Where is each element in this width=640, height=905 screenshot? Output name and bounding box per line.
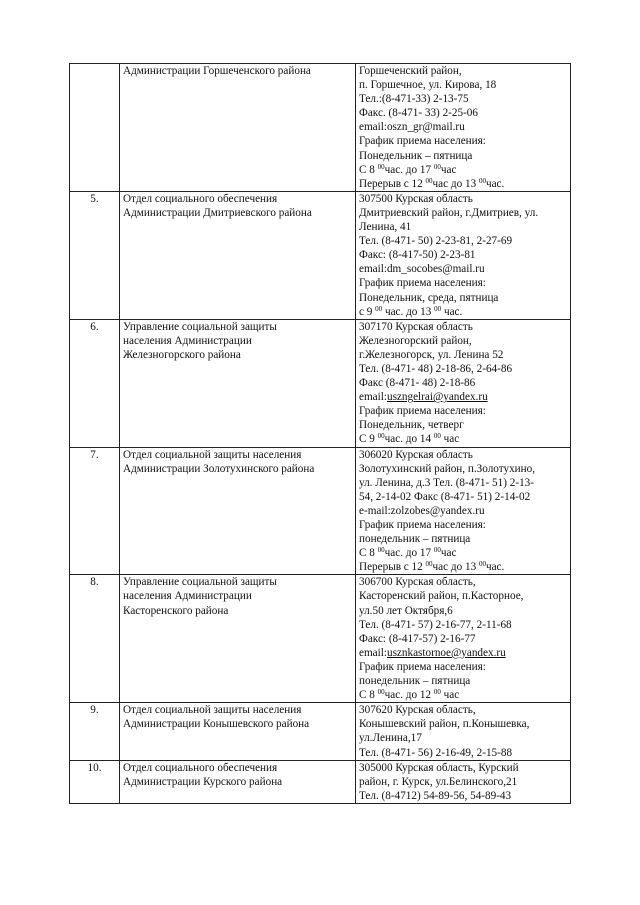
contact-line	[359, 376, 567, 390]
contact-info	[356, 64, 571, 192]
contact-text: Тел. (8-4712) 54-89-56, 54-89-43	[359, 789, 512, 802]
contact-text: 306700 Курская область,	[359, 576, 476, 589]
contact-text: График приема населения:	[359, 405, 486, 418]
contact-text: час	[440, 689, 460, 702]
contact-line	[359, 746, 567, 760]
contact-line	[359, 575, 567, 589]
contact-line	[359, 64, 567, 78]
row-number: 5.	[70, 191, 120, 319]
organization-line: Отдел социальной защиты населения	[123, 704, 302, 717]
organization-line: Управление социальной защиты	[123, 576, 277, 589]
contact-text: час	[440, 163, 457, 176]
table-row	[70, 64, 571, 192]
table-row	[70, 703, 571, 760]
contact-text: email:	[359, 391, 387, 404]
contact-info	[356, 703, 571, 760]
contact-line	[359, 276, 567, 290]
contacts-table-body	[70, 64, 571, 804]
contact-line	[359, 448, 567, 462]
contact-line	[359, 248, 567, 262]
contact-info	[356, 191, 571, 319]
contact-line	[359, 660, 567, 674]
contact-info	[356, 447, 571, 575]
contact-text: Ленина, 41	[359, 221, 412, 234]
row-number	[70, 64, 120, 192]
contact-line	[359, 560, 567, 574]
contact-text: п. Горшечное, ул. Кирова, 18	[359, 79, 497, 92]
time-minutes-superscript: 00	[478, 560, 486, 569]
contact-text: email:oszn_gr@mail.ru	[359, 121, 465, 134]
contact-text: час. до 17	[384, 163, 434, 176]
row-number: 8.	[70, 575, 120, 703]
organization-line: Отдел социальной защиты населения	[123, 448, 302, 461]
table-row	[70, 760, 571, 803]
contact-line	[359, 476, 567, 490]
contact-text: понедельник – пятница	[359, 533, 471, 546]
contact-text: График приема населения:	[359, 135, 486, 148]
time-minutes-superscript: 00	[433, 546, 441, 555]
contact-line	[359, 262, 567, 276]
contact-text: 54, 2-14-02 Факс (8-471- 51) 2-14-02	[359, 490, 531, 503]
row-number: 7.	[70, 447, 120, 575]
organization-line: Отдел социального обеспечения	[123, 192, 278, 205]
table-row	[70, 575, 571, 703]
contact-text: час	[440, 433, 460, 446]
contact-line	[359, 348, 567, 362]
organization-line: Администрации Золотухинского района	[123, 462, 315, 475]
organization-line: Управление социальной защиты	[123, 320, 277, 333]
time-minutes-superscript: 00	[425, 176, 433, 185]
time-minutes-superscript: 00	[375, 304, 383, 313]
contact-line	[359, 646, 567, 660]
time-minutes-superscript: 00	[377, 546, 385, 555]
contact-text: Конышевский район, п.Конышевка,	[359, 718, 530, 731]
time-minutes-superscript: 00	[434, 304, 442, 313]
contact-line	[359, 532, 567, 546]
contact-text: Тел. (8-471- 48) 2-18-86, 2-64-86	[359, 362, 513, 375]
organization-line: Касторенского района	[123, 604, 229, 617]
time-minutes-superscript: 00	[433, 162, 441, 171]
contacts-table	[69, 63, 571, 804]
contact-text: С 8	[359, 689, 378, 702]
contact-text: Тел.:(8-471-33) 2-13-75	[359, 93, 469, 106]
contact-text: С 8	[359, 547, 378, 560]
contact-line	[359, 206, 567, 220]
contact-line	[359, 120, 567, 134]
time-minutes-superscript: 00	[377, 162, 385, 171]
contact-line	[359, 134, 567, 148]
contact-text: час. до 13	[382, 305, 435, 318]
contact-text: час.	[485, 561, 505, 574]
contact-line	[359, 462, 567, 476]
organization-name	[120, 319, 356, 447]
contact-text: e-mail:zolzobes@yandex.ru	[359, 504, 485, 517]
contact-text: Перерыв с 12	[359, 177, 426, 190]
organization-line: Администрации Курского района	[123, 775, 283, 788]
contact-line	[359, 78, 567, 92]
contact-line	[359, 149, 567, 163]
table-row	[70, 319, 571, 447]
organization-name	[120, 447, 356, 575]
contact-text: Факс: (8-417-57) 2-16-77	[359, 632, 476, 645]
table-row	[70, 447, 571, 575]
contact-text: График приема населения:	[359, 519, 486, 531]
contact-text: email:	[359, 646, 387, 659]
contact-line	[359, 163, 567, 177]
organization-line: населения Администрации	[123, 590, 252, 603]
contact-line	[359, 789, 567, 803]
contact-text: График приема населения:	[359, 660, 486, 673]
contact-line	[359, 674, 567, 688]
contact-text: час.	[441, 305, 463, 318]
contact-text: час.	[485, 177, 505, 190]
contact-text: Факс: (8-417-50) 2-23-81	[359, 249, 476, 262]
contact-line	[359, 589, 567, 603]
contact-line	[359, 688, 567, 702]
contact-text: Касторенский район, п.Касторное,	[359, 590, 524, 603]
organization-line: населения Администрации	[123, 334, 252, 347]
organization-name	[120, 575, 356, 703]
contact-text: Факс. (8-471- 33) 2-25-06	[359, 107, 478, 120]
organization-line: Отдел социального обеспечения	[123, 761, 278, 774]
time-minutes-superscript: 00	[425, 560, 433, 569]
contact-line	[359, 504, 567, 518]
contact-text: Тел. (8-471- 57) 2-16-77, 2-11-68	[359, 618, 512, 631]
contact-text: Золотухинский район, п.Золотухино,	[359, 462, 536, 475]
contact-text: час. до 12	[384, 689, 434, 702]
contact-text: час. до 14	[384, 433, 434, 446]
contact-info	[356, 319, 571, 447]
contact-line	[359, 305, 567, 319]
contact-line	[359, 334, 567, 348]
contact-text: г.Железногорск, ул. Ленина 52	[359, 348, 504, 361]
contact-info	[356, 760, 571, 803]
contact-text: ул.Ленина,17	[359, 732, 422, 745]
time-minutes-superscript: 00	[478, 176, 486, 185]
email-link[interactable]: usznkastornoe@yandex.ru	[386, 646, 506, 659]
contact-line	[359, 177, 567, 191]
contact-text: с 9	[359, 305, 376, 318]
contact-text: час до 13	[432, 177, 479, 190]
organization-name	[120, 64, 356, 192]
contact-line	[359, 518, 567, 532]
organization-name	[120, 703, 356, 760]
contact-line	[359, 220, 567, 234]
contact-text: 307500 Курская область	[359, 192, 473, 205]
contact-line	[359, 192, 567, 206]
contact-text: Факс (8-471- 48) 2-18-86	[359, 377, 476, 390]
contact-line	[359, 234, 567, 248]
contact-line	[359, 92, 567, 106]
table-row	[70, 191, 571, 319]
time-minutes-superscript: 00	[433, 432, 441, 441]
contact-text: Понедельник, четверг	[359, 419, 464, 432]
organization-line: Администрации Горшеченского района	[123, 65, 311, 77]
contact-text: Дмитриевский район, г.Дмитриев, ул.	[359, 206, 539, 219]
contact-text: час	[440, 547, 457, 560]
contact-info	[356, 575, 571, 703]
contact-text: Тел. (8-471- 56) 2-16-49, 2-15-88	[359, 746, 513, 759]
contact-text: район, г. Курск, ул.Белинского,21	[359, 775, 518, 788]
contact-text: ул.50 лет Октября,6	[359, 604, 453, 617]
contact-line	[359, 703, 567, 717]
contact-line	[359, 418, 567, 432]
contact-line	[359, 604, 567, 618]
contact-line	[359, 546, 567, 560]
contact-text: С 9	[359, 433, 378, 446]
contact-text: 306020 Курская область	[359, 448, 473, 461]
contact-line	[359, 761, 567, 775]
contact-text: 307620 Курская область,	[359, 704, 476, 717]
contact-line	[359, 717, 567, 731]
contact-line	[359, 775, 567, 789]
contact-line	[359, 362, 567, 376]
contact-line	[359, 632, 567, 646]
contact-text: Перерыв с 12	[359, 561, 426, 574]
contact-text: Тел. (8-471- 50) 2-23-81, 2-27-69	[359, 235, 513, 248]
contact-line	[359, 320, 567, 334]
contact-text: Железногорский район,	[359, 334, 472, 347]
contact-text: час. до 17	[384, 547, 434, 560]
contact-text: email:dm_socobes@mail.ru	[359, 263, 485, 276]
organization-line: Администрации Дмитриевского района	[123, 206, 312, 219]
email-link[interactable]: uszngelrai@yandex.ru	[386, 391, 488, 404]
contact-text: Горшеченский район,	[359, 65, 462, 77]
time-minutes-superscript: 00	[377, 688, 385, 697]
time-minutes-superscript: 00	[433, 688, 441, 697]
contact-text: График приема населения:	[359, 277, 486, 290]
contact-line	[359, 291, 567, 305]
contact-text: С 8	[359, 163, 378, 176]
row-number: 9.	[70, 703, 120, 760]
time-minutes-superscript: 00	[377, 432, 385, 441]
contact-text: 305000 Курская область, Курский	[359, 761, 519, 774]
organization-line: Администрации Конышевского района	[123, 718, 310, 731]
contact-text: ул. Ленина, д.3 Тел. (8-471- 51) 2-13-	[359, 476, 534, 489]
organization-name	[120, 760, 356, 803]
row-number: 10.	[70, 760, 120, 803]
contact-text: 307170 Курская область	[359, 320, 473, 333]
contact-text: понедельник – пятница	[359, 675, 471, 688]
contact-line	[359, 106, 567, 120]
organization-line: Железногорского района	[123, 348, 241, 361]
contact-line	[359, 490, 567, 504]
contact-line	[359, 618, 567, 632]
contact-line	[359, 731, 567, 745]
row-number: 6.	[70, 319, 120, 447]
contact-line	[359, 432, 567, 446]
organization-name	[120, 191, 356, 319]
contact-text: час до 13	[432, 561, 479, 574]
contact-line	[359, 404, 567, 418]
contact-text: Понедельник – пятница	[359, 149, 473, 162]
contact-line	[359, 390, 567, 404]
contact-text: Понедельник, среда, пятница	[359, 291, 499, 304]
